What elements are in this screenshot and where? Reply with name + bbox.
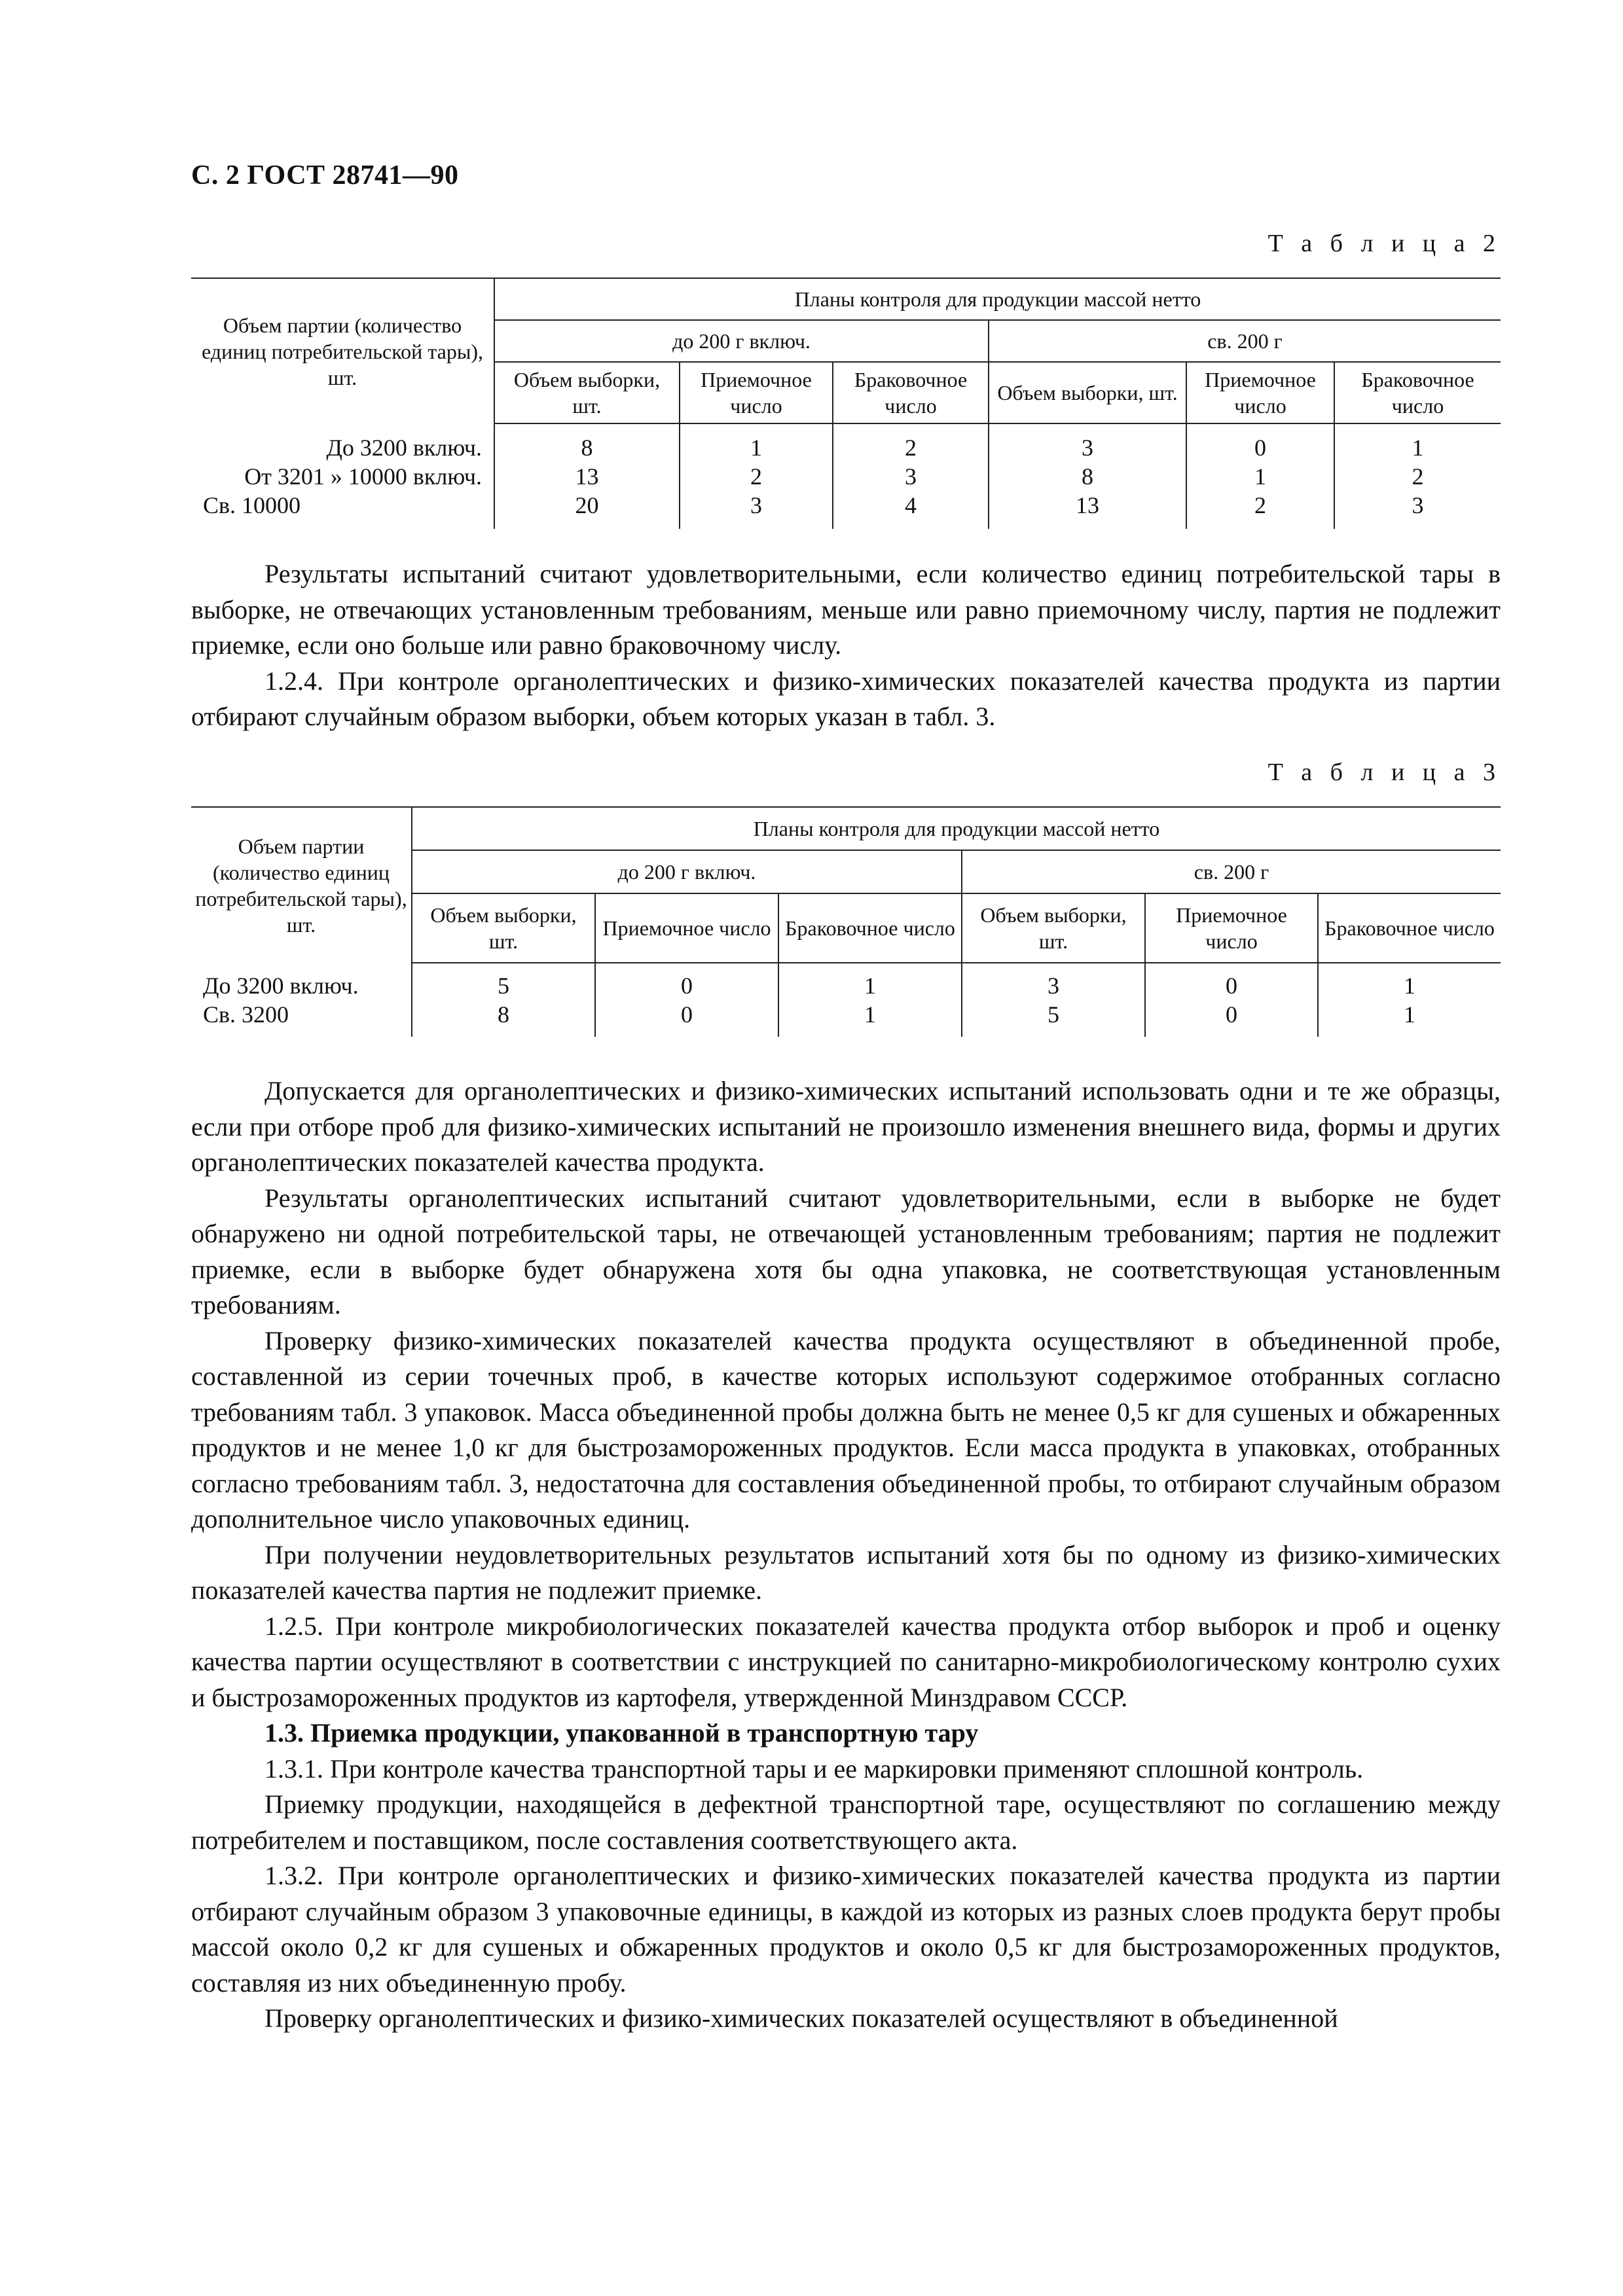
cell: 3 (680, 491, 833, 529)
table3-group2: св. 200 г (962, 850, 1501, 893)
cell: 4 (833, 491, 989, 529)
table3-sub-size-1: Объем выборки, шт. (412, 893, 595, 963)
paragraph: 1.3.1. При контроле качества транспортной тары и ее маркировки применяют сплошной контроль. (264, 1753, 1364, 1784)
table2-group2: св. 200 г (989, 320, 1501, 362)
table3-sub-accept-2: Приемочное число (1145, 893, 1318, 963)
cell: 8 (989, 462, 1186, 491)
cell: 8 (498, 1001, 509, 1028)
paragraph: 1.3.2. При контроле органолептических и физико-химических показателей качества продукта из партии отбирают случайным образом 3 упаковочные единицы, в каждой из которых из разных слоев продукта берут пробы массой около 0,2 кг для сушеных и обжаренных продуктов и около 0,5 кг для быстрозамороженных продуктов, составляя из них объединенную пробу. (191, 1861, 1501, 1998)
table3-sub-reject-1: Браковочное число (778, 893, 962, 963)
cell: 1 (1334, 423, 1501, 462)
table3-sub-size-2: Объем выборки, шт. (962, 893, 1145, 963)
cell: 2 (1334, 462, 1501, 491)
table3-group1: до 200 г включ. (412, 850, 962, 893)
table2-caption: Т а б л и ц а 2 (1267, 230, 1501, 257)
table-row (191, 423, 1501, 462)
paragraph: 1.2.5. При контроле микробиологических показателей качества продукта отбор выборок и проб и оценку качества партии осуществляют в соответствии с инструкцией по санитарно-микробиологическому контролю сухих и быстрозамороженных продуктов из картофеля, утвержденной Минздравом СССР. (191, 1611, 1501, 1712)
cell: 3 (989, 423, 1186, 462)
text-block-2 (191, 1073, 1501, 2037)
cell: 5 (498, 973, 509, 999)
paragraph: Проверку органолептических и физико-химических показателей осуществляют в объединенной (264, 2003, 1338, 2033)
paragraph: 1.2.4. При контроле органолептических и физико-химических показателей качества продукта из партии отбирают случайным образом выборки, объем которых указан в табл. 3. (191, 666, 1501, 731)
cell: 1 (1318, 1000, 1501, 1037)
cell: 3 (1334, 491, 1501, 529)
row-label: Св. 3200 (191, 1000, 412, 1037)
row-label: Св. 10000 (191, 491, 494, 529)
table-row (191, 1000, 1501, 1037)
table-row (191, 462, 1501, 491)
table2-group1: до 200 г включ. (494, 320, 989, 362)
cell: 0 (595, 1000, 778, 1037)
cell: 0 (1145, 963, 1318, 1000)
table3-sub-accept-1: Приемочное число (595, 893, 778, 963)
section-heading: 1.3. Приемка продукции, упакованной в транспортную тару (264, 1718, 979, 1748)
paragraph: Результаты испытаний считают удовлетворительными, если количество единиц потребительской тары в выборке, не отвечающих установленным требованиям, меньше или равно приемочному числу, партия не подлежит приемке, если оно больше или равно браковочному числу. (191, 559, 1501, 660)
table3-plan-header: Планы контроля для продукции массой нетто (412, 807, 1501, 850)
text-block-1 (191, 556, 1501, 735)
cell: 3 (833, 462, 989, 491)
cell: 13 (989, 491, 1186, 529)
paragraph: Проверку физико-химических показателей качества продукта осуществляют в объединенной пробе, составленной из серии точечных проб, в качестве которых используют содержимое отобранных согласно требованиям табл. 3 упаковок. Масса объединенной пробы должна быть не менее 0,5 кг для сушеных и обжаренных продуктов и не менее 1,0 кг для быстрозамороженных продуктов. Если масса продукта в упаковках, отобранных согласно требованиям табл. 3, недостаточна для составления объединенной пробы, то отбирают случайным образом дополнительное число упаковочных единиц. (191, 1325, 1501, 1534)
table-row (191, 963, 1501, 1000)
paragraph: При получении неудовлетворительных результатов испытаний хотя бы по одному из физико-химических показателей качества партия не подлежит приемке. (191, 1539, 1501, 1605)
cell: 5 (962, 1000, 1145, 1037)
row-label: От 3201 » 10000 включ. (191, 462, 494, 491)
cell: 2 (833, 423, 989, 462)
table2-sub-reject-2: Браковочное число (1334, 362, 1501, 423)
cell: 1 (1186, 462, 1334, 491)
cell: 1 (1318, 963, 1501, 1000)
cell: 2 (1186, 491, 1334, 529)
table3-caption: Т а б л и ц а 3 (1267, 759, 1501, 786)
row-label: До 3200 включ. (191, 423, 494, 462)
table2-sub-size-2: Объем выборки, шт. (989, 362, 1186, 423)
cell: 8 (581, 435, 593, 461)
cell: 0 (595, 963, 778, 1000)
cell: 2 (680, 462, 833, 491)
cell: 13 (575, 463, 599, 490)
cell: 0 (1186, 423, 1334, 462)
table2 (191, 278, 1501, 529)
cell: 20 (575, 492, 599, 518)
cell: 1 (778, 1000, 962, 1037)
cell: 3 (962, 963, 1145, 1000)
cell: 1 (680, 423, 833, 462)
table-row (191, 491, 1501, 529)
table2-sub-accept-2: Приемочное число (1186, 362, 1334, 423)
table2-sub-size-1: Объем выборки, шт. (494, 362, 680, 423)
table2-plan-header: Планы контроля для продукции массой нетто (494, 278, 1501, 320)
row-label: До 3200 включ. (191, 963, 412, 1000)
table3-sub-reject-2: Браковочное число (1318, 893, 1501, 963)
table2-sub-accept-1: Приемочное число (680, 362, 833, 423)
cell: 1 (778, 963, 962, 1000)
paragraph: Допускается для органолептических и физико-химических испытаний использовать одни и те же образцы, если при отборе проб для физико-химических испытаний не произошло изменения внешнего вида, формы и других органолептических показателей качества продукта. (191, 1076, 1501, 1177)
paragraph: Приемку продукции, находящейся в дефектной транспортной таре, осуществляют по соглашению между потребителем и поставщиком, после составления соответствующего акта. (191, 1789, 1501, 1855)
table2-sub-reject-1: Браковочное число (833, 362, 989, 423)
page-header: С. 2 ГОСТ 28741—90 (191, 160, 459, 190)
paragraph: Результаты органолептических испытаний считают удовлетворительными, если в выборке не будет обнаружено ни одной потребительской тары, не отвечающей установленным требованиям; партия не подлежит приемке, если в выборке будет обнаружена хотя бы одна упаковка, не соответствующая установленным требованиям. (191, 1183, 1501, 1319)
table2-col-first-header: Объем партии (количество единиц потребительской тары), шт. (191, 278, 494, 423)
table3-col-first-header: Объем партии (количество единиц потребительской тары), шт. (191, 807, 412, 963)
table3 (191, 806, 1501, 1037)
cell: 0 (1145, 1000, 1318, 1037)
